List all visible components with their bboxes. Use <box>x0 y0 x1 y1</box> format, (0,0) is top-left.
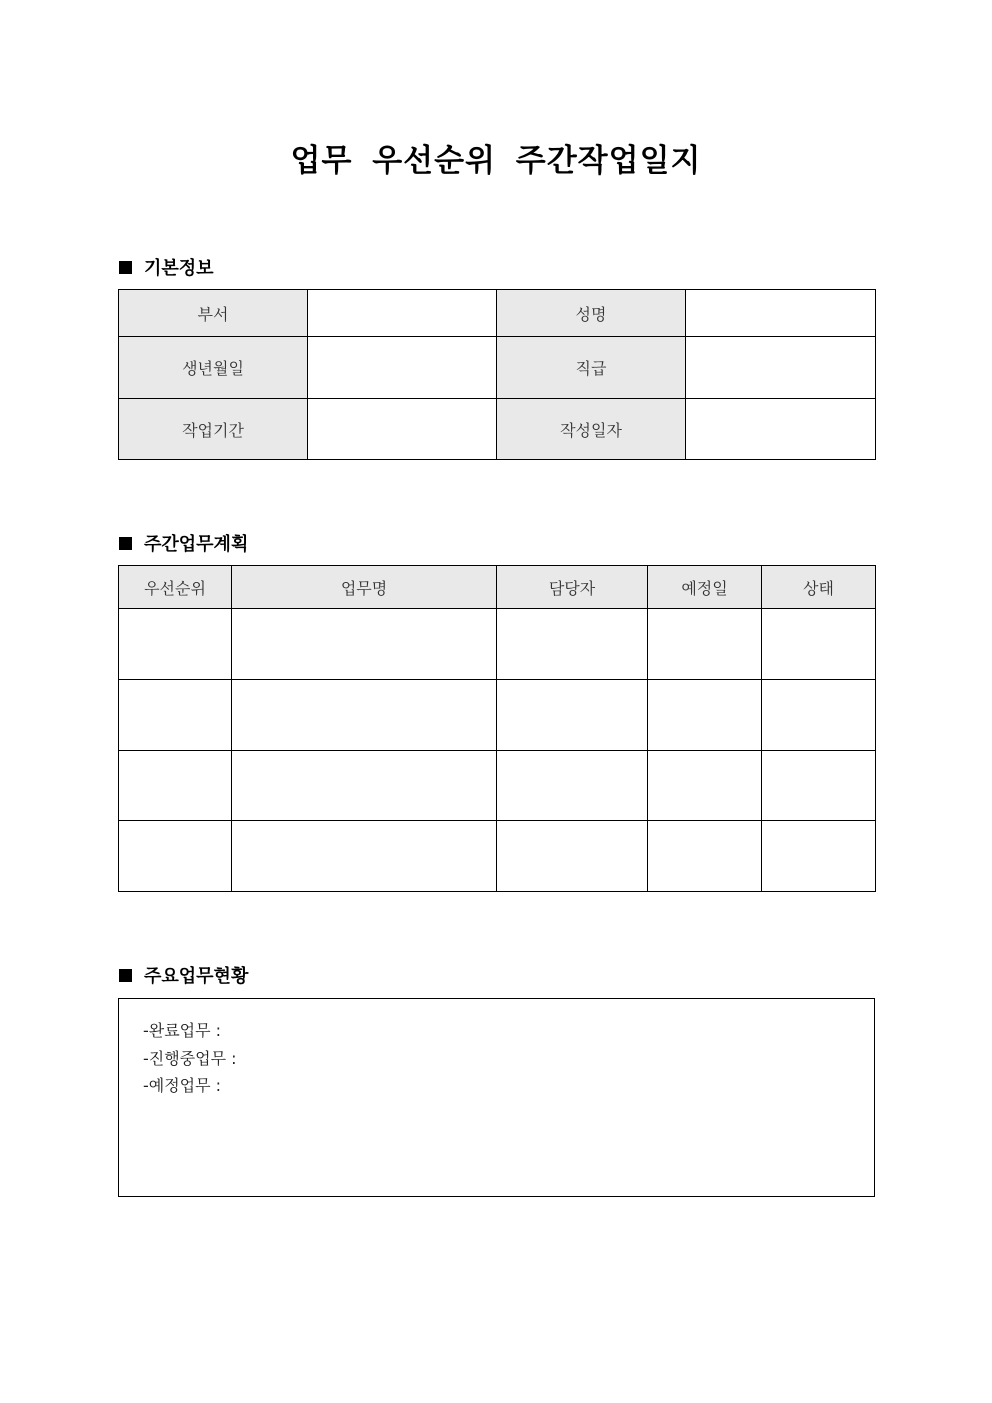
cell-task-name[interactable] <box>232 609 497 680</box>
field-birthdate[interactable] <box>308 337 497 399</box>
field-written-date[interactable] <box>686 399 876 460</box>
table-row <box>119 751 876 821</box>
label-position: 직급 <box>497 337 686 399</box>
cell-assignee[interactable] <box>497 751 648 821</box>
weekly-plan-table <box>118 565 876 892</box>
key-status-box[interactable] <box>118 998 875 1197</box>
table-row <box>119 399 876 460</box>
cell-assignee[interactable] <box>497 609 648 680</box>
in-progress-tasks-line[interactable]: -진행중업무 : <box>143 1048 237 1068</box>
basic-info-table <box>118 289 876 460</box>
cell-status[interactable] <box>762 609 876 680</box>
cell-task-name[interactable] <box>232 821 497 892</box>
cell-priority[interactable] <box>119 821 232 892</box>
cell-priority[interactable] <box>119 680 232 751</box>
cell-assignee[interactable] <box>497 680 648 751</box>
section-heading-key-status <box>119 962 248 988</box>
column-header-assignee: 담당자 <box>497 566 648 609</box>
cell-due-date[interactable] <box>648 609 762 680</box>
column-header-priority: 우선순위 <box>119 566 232 609</box>
cell-status[interactable] <box>762 751 876 821</box>
cell-priority[interactable] <box>119 609 232 680</box>
section-heading-label: 기본정보 <box>144 258 214 279</box>
square-bullet-icon <box>119 261 132 274</box>
table-row <box>119 821 876 892</box>
field-department[interactable] <box>308 290 497 337</box>
label-written-date: 작성일자 <box>497 399 686 460</box>
cell-status[interactable] <box>762 680 876 751</box>
table-row <box>119 290 876 337</box>
document-title: 업무 우선순위 주간작업일지 <box>290 143 702 179</box>
completed-tasks-line[interactable]: -완료업무 : <box>143 1021 222 1040</box>
cell-assignee[interactable] <box>497 821 648 892</box>
field-position[interactable] <box>686 337 876 399</box>
column-header-status: 상태 <box>762 566 876 609</box>
section-heading-label: 주간업무계획 <box>144 534 249 555</box>
field-name[interactable] <box>686 290 876 337</box>
cell-due-date[interactable] <box>648 821 762 892</box>
field-work-period[interactable] <box>308 399 497 460</box>
label-work-period: 작업기간 <box>119 399 308 460</box>
planned-tasks-line[interactable]: -예정업무 : <box>143 1076 222 1095</box>
cell-due-date[interactable] <box>648 751 762 821</box>
cell-due-date[interactable] <box>648 680 762 751</box>
key-status-lines <box>143 1017 237 1100</box>
section-heading-basic-info <box>119 254 214 280</box>
cell-task-name[interactable] <box>232 680 497 751</box>
square-bullet-icon <box>119 537 132 550</box>
cell-task-name[interactable] <box>232 751 497 821</box>
table-row <box>119 609 876 680</box>
table-row <box>119 680 876 751</box>
label-department: 부서 <box>119 290 308 337</box>
cell-status[interactable] <box>762 821 876 892</box>
cell-priority[interactable] <box>119 751 232 821</box>
table-header-row <box>119 566 876 609</box>
square-bullet-icon <box>119 969 132 982</box>
section-heading-weekly-plan <box>119 530 248 556</box>
column-header-due-date: 예정일 <box>648 566 762 609</box>
label-name: 성명 <box>497 290 686 337</box>
label-birthdate: 생년월일 <box>119 337 308 399</box>
section-heading-label: 주요업무현황 <box>144 966 249 987</box>
column-header-task-name: 업무명 <box>232 566 497 609</box>
table-row <box>119 337 876 399</box>
